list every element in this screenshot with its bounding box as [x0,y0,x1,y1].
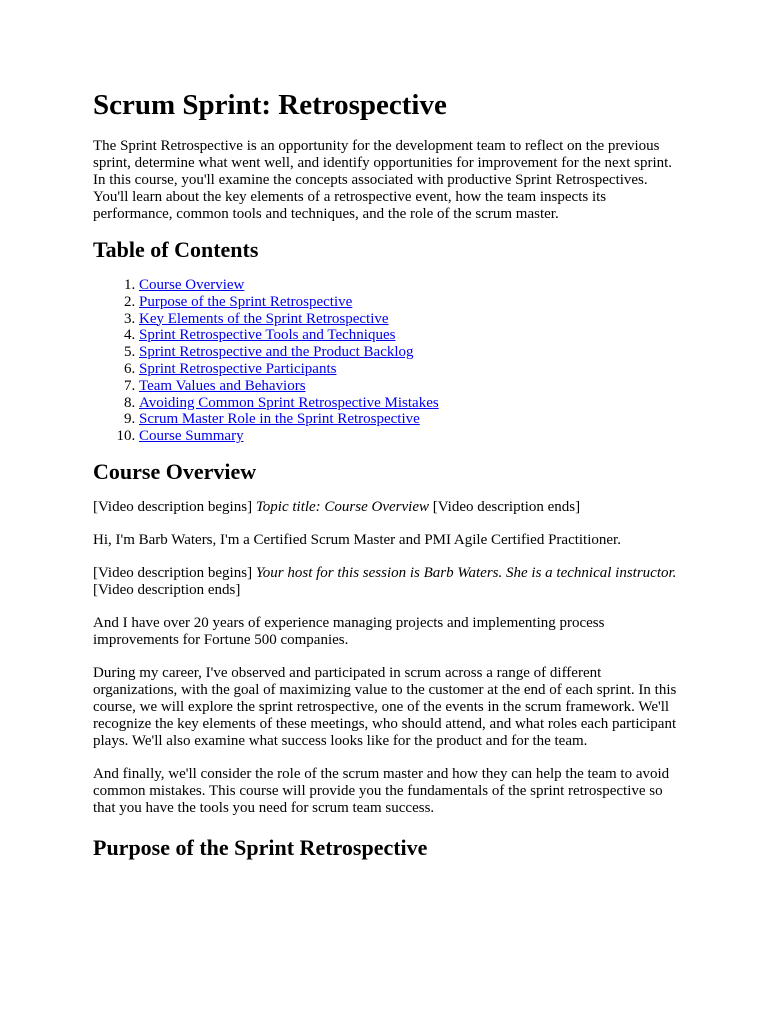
transcript-paragraph: And finally, we'll consider the role of the scrum master and how they can help the team to avoid common mistakes. This course will provide you the fundamentals of the sprint retrospective so that you have the tools you need for scrum team success. [93,765,670,816]
page-title: Scrum Sprint: Retrospective [93,89,447,121]
toc-item [139,311,683,328]
toc-list [93,277,683,445]
toc-item [139,327,683,344]
toc-item [139,428,683,445]
toc-link-participants[interactable]: Sprint Retrospective Participants [139,360,337,377]
document-page [93,88,683,875]
video-begin-text: [Video description begins] [93,498,256,515]
toc-link-product-backlog[interactable]: Sprint Retrospective and the Product Backlog [139,344,414,361]
toc-item [139,378,683,395]
toc-item [139,277,683,294]
video-description [93,565,683,599]
video-host-description: Your host for this session is Barb Waters. She is a technical instructor. [255,564,677,581]
toc-link-course-overview[interactable]: Course Overview [139,277,245,293]
toc-item [139,294,683,311]
video-topic-title: Topic title: Course Overview [255,498,429,515]
toc-item [139,361,683,378]
toc-item [139,344,683,361]
transcript-paragraph: During my career, I've observed and participated in scrum across a range of different organizations, with the goal of maximizing value to the customer at the end of each sprint. In this course, we will explore the sprint retrospective, one of the events in the scrum framework. We'll recognize the key elements of these meetings, who should attend, and what roles each participant plays. We'll also examine what success looks like for the product and for the team. [93,664,677,749]
video-description [93,499,683,516]
toc-item [139,395,683,412]
toc-link-common-mistakes[interactable]: Avoiding Common Sprint Retrospective Mistakes [139,394,439,411]
toc-item [139,411,683,428]
video-begin-text: [Video description begins] [93,564,256,581]
transcript-paragraph: And I have over 20 years of experience managing projects and implementing process improvements for Fortune 500 companies. [93,614,605,648]
transcript-paragraph: Hi, I'm Barb Waters, I'm a Certified Scrum Master and PMI Agile Certified Practitioner. [93,531,621,548]
toc-link-purpose[interactable]: Purpose of the Sprint Retrospective [139,293,353,310]
toc-link-scrum-master-role[interactable]: Scrum Master Role in the Sprint Retrospective [139,411,420,428]
section-heading-course-overview: Course Overview [93,458,257,484]
video-end-text: [Video description ends] [93,581,241,598]
toc-heading: Table of Contents [93,237,259,262]
toc-link-key-elements[interactable]: Key Elements of the Sprint Retrospective [139,310,389,327]
intro-paragraph: The Sprint Retrospective is an opportunity for the development team to reflect on the previous sprint, determine what went well, and identify opportunities for improvement for the next sprint. In this course, you'll examine the concepts associated with productive Sprint Retrospectives. You'll learn about the key elements of a retrospective event, how the team inspects its performance, common tools and techniques, and the role of the scrum master. [93,138,673,222]
video-end-text: [Video description ends] [429,498,581,515]
section-heading-purpose: Purpose of the Sprint Retrospective [93,834,428,860]
toc-link-course-summary[interactable]: Course Summary [139,428,244,445]
toc-link-tools-techniques[interactable]: Sprint Retrospective Tools and Techniques [139,327,396,344]
toc-link-team-values[interactable]: Team Values and Behaviors [139,377,306,394]
